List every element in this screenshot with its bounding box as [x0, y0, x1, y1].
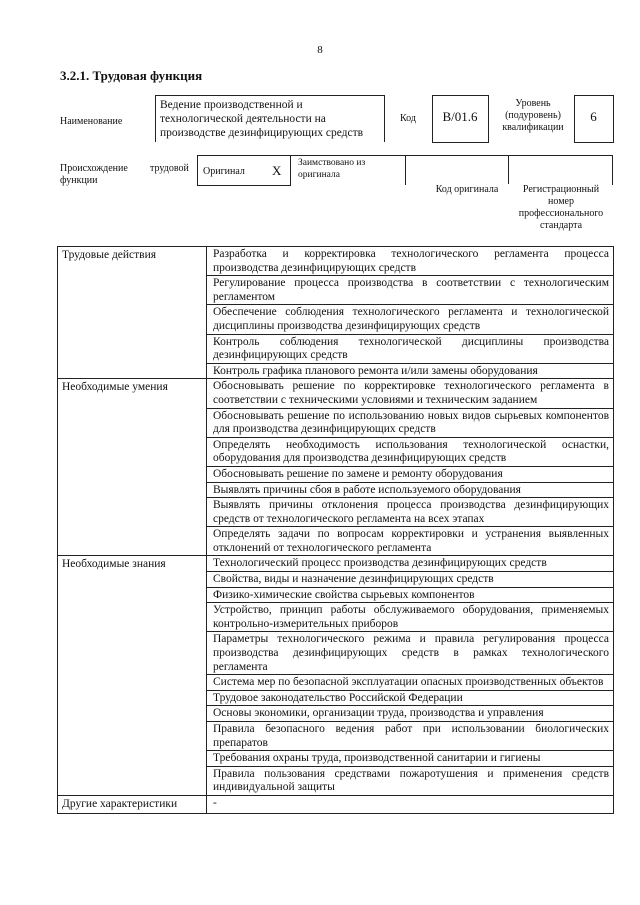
list-item: Определять необходимость использования технологической оснастки, оборудования для производства дезинфицирующих средств	[207, 438, 613, 467]
name-value: Ведение производственной и технологической деятельности на производстве дезинфицирующих средств	[160, 99, 364, 139]
list-item: Выявлять причины сбоя в работе используемого оборудования	[207, 483, 613, 499]
code-value: B/01.6	[442, 109, 478, 124]
origin-code-label: Код оригинала	[435, 184, 499, 195]
list-item: Свойства, виды и назначение дезинфицирующих средств	[207, 572, 613, 588]
items-cell	[207, 247, 614, 379]
original-label: Оригинал	[203, 166, 245, 177]
list-item: Обосновывать решение по корректировке технологического регламента в соответствии с техническими условиями и техническим заданием	[207, 379, 613, 408]
list-item: Контроль графика планового ремонта и/или замены оборудования	[213, 364, 538, 377]
list-item: Параметры технологического режима и правила регулирования процесса производства дезинфицирующих средств в рамках технологического регламента	[207, 632, 613, 675]
list-item: Система мер по безопасной эксплуатации опасных производственных объектов	[207, 675, 613, 691]
category-cell: Необходимые умения	[58, 379, 207, 556]
origin-label-2: трудовой	[150, 163, 189, 174]
page-number: 8	[317, 44, 323, 56]
list-item: Обеспечение соблюдения технологического регламента и технологической дисциплины производства дезинфицирующих средств	[207, 305, 613, 334]
list-item: Контроль соблюдения технологической дисциплины производства дезинфицирующих средств	[207, 335, 613, 364]
origin-divider	[508, 155, 509, 184]
items-cell	[207, 556, 614, 796]
list-item: Устройство, принцип работы обслуживаемого оборудования, применяемых контрольно-измерительных приборов	[207, 603, 613, 632]
category-cell: Другие характеристики	[58, 795, 207, 813]
origin-label-1: Происхождение	[60, 163, 128, 174]
list-item: Технологический процесс производства дезинфицирующих средств	[207, 556, 613, 572]
table-section-skills	[58, 379, 614, 556]
list-item: Физико-химические свойства сырьевых компонентов	[207, 588, 613, 604]
list-item: Правила пользования средствами пожаротушения и применения средств индивидуальной защиты	[213, 767, 609, 794]
section-title: 3.2.1. Трудовая функция	[60, 68, 203, 83]
table-section-other	[58, 795, 614, 813]
category-cell: Необходимые знания	[58, 556, 207, 796]
items-cell	[207, 379, 614, 556]
list-item: Выявлять причины отклонения процесса производства дезинфицирующих средств от технологического регламента на всех этапах	[207, 498, 613, 527]
level-value: 6	[590, 109, 597, 124]
category-cell: Трудовые действия	[58, 247, 207, 379]
borrowed-label: Заимствовано из оригинала	[298, 158, 366, 180]
list-item: Регулирование процесса производства в соответствии с технологическим регламентом	[207, 276, 613, 305]
name-label: Наименование	[60, 116, 123, 127]
list-item: Правила безопасного ведения работ при использовании биологических препаратов	[207, 722, 613, 751]
list-item: Трудовое законодательство Российской Федерации	[207, 691, 613, 707]
items-cell	[207, 795, 614, 813]
table-section-labor-actions	[58, 247, 614, 379]
table-section-knowledge	[58, 556, 614, 796]
list-item: -	[213, 796, 217, 809]
list-item: Основы экономики, организации труда, производства и управления	[207, 706, 613, 722]
list-item: Разработка и корректировка технологического регламента процесса производства дезинфицирующих средств	[207, 247, 613, 276]
level-label: Уровень (подуровень) квалификации	[502, 98, 564, 133]
origin-code-box	[406, 155, 613, 185]
reg-number-label: Регистрационный номер профессионального стандарта	[518, 184, 604, 231]
function-table	[57, 246, 614, 814]
original-mark: X	[272, 163, 282, 178]
list-item: Обосновывать решение по использованию новых видов сырьевых компонентов для производства дезинфицирующих средств	[207, 409, 613, 438]
list-item: Определять задачи по вопросам корректировки и устранения выявленных отклонений от технологического регламента	[213, 528, 609, 554]
origin-label-3: функции	[60, 175, 98, 186]
code-label: Код	[400, 113, 416, 124]
list-item: Обосновывать решение по замене и ремонту оборудования	[207, 467, 613, 483]
list-item: Требования охраны труда, производственной санитарии и гигиены	[207, 751, 613, 767]
